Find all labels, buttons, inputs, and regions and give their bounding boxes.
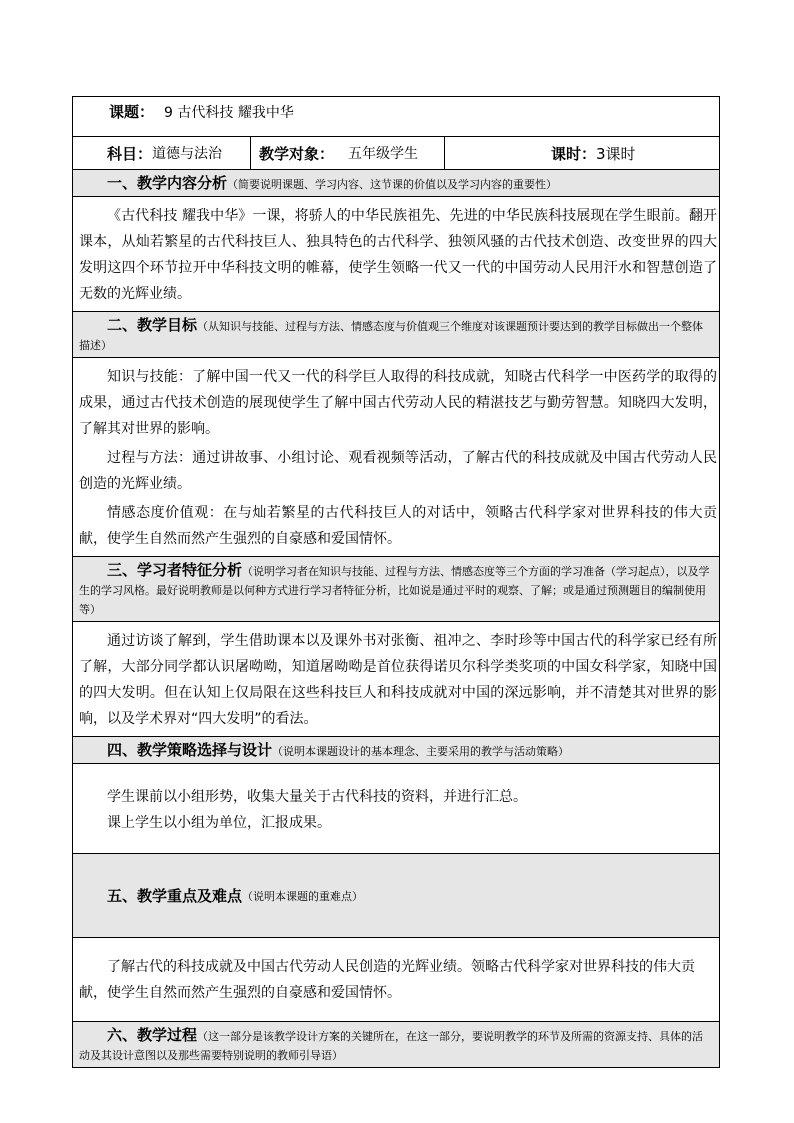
learners-header: [73, 557, 719, 622]
paragraph: 学生课前以小组形势，收集大量关于古代科技的资料，并进行汇总。: [107, 789, 527, 805]
key-points-body: [73, 938, 719, 1022]
hours-value: 3课时: [596, 144, 636, 163]
audience-value: 五年级学生: [348, 146, 419, 162]
section-note: （说明本课题的重难点）: [242, 889, 364, 903]
lesson-plan-table: [72, 96, 720, 1068]
title-row: [73, 97, 719, 137]
section-note: （简要说明课题、学习内容、这节课的价值以及学习内容的重要性）: [227, 178, 558, 191]
strategy-body: [73, 764, 719, 854]
paragraph: 《古代科技 耀我中华》一课，将骄人的中华民族祖先、先进的中华民族科技展现在学生眼前。翻开课本，从灿若繁星的古代科技巨人、独具特色的古代科学、独领风骚的古代技术创造、改变世界的四大发明这四个环节拉开中华科技文明的帷幕，使学生领略一代又一代的中国劳动人民用汗水和智慧创造了无数的光辉业绩。: [79, 208, 717, 302]
paragraph: 了解古代的科技成就及中国古代劳动人民创造的光辉业绩。领略古代科学家对世界科技的伟大贡献，使学生自然而然产生强烈的自豪感和爱国情怀。: [79, 959, 695, 1001]
content-analysis-body: [73, 197, 719, 312]
title-value: 9 古代科技 耀我中华: [164, 105, 294, 121]
subject-cell: [73, 137, 250, 169]
paragraph: 情感态度价值观：在与灿若繁星的古代科技巨人的对话中，领略古代科学家对世界科技的伟大贡献，使学生自然而然产生强烈的自豪感和爱国情怀。: [79, 505, 717, 547]
paragraph: 知识与技能：了解中国一代又一代的科学巨人取得的科技成就，知晓古代科学一中医药学的取得的成果，通过古代技术创造的展现使学生了解中国古代劳动人民的精湛技艺与勤劳智慧。知晓四大发明，了解其对世界的影响。: [79, 369, 717, 437]
section-heading: 二、教学目标: [107, 316, 198, 334]
section-note: （说明学习者在知识与技能、过程与方法、情感态度等三个方面的学习准备（学习起点），以及学生的学习风格。最好说明教师是以何种方式进行学习者特征分析，比如说是通过平时的观察、了解；或是通过预测题目的编制使用等）: [79, 565, 710, 616]
subject-label: 科目：: [107, 144, 153, 163]
learners-body: [73, 622, 719, 737]
key-points-header: [73, 854, 719, 938]
section-heading: 四、教学策略选择与设计: [107, 741, 273, 759]
section-note: （这一部分是该教学设计方案的关键所在，在这一部分，要说明教学的环节及所需的资源支持、具体的活动及其设计意图以及那些需要特别说明的教师引导语）: [79, 1030, 704, 1062]
hours-cell: [444, 137, 719, 169]
subject-value: 道德与法治: [152, 146, 223, 162]
section-heading: 一、教学内容分析: [107, 174, 228, 192]
meta-row: [73, 137, 719, 170]
strategy-header: [73, 737, 719, 764]
section-heading: 三、学习者特征分析: [107, 561, 243, 579]
section-heading: 六、教学过程: [107, 1026, 198, 1044]
title-label: 课题：: [109, 103, 155, 121]
content-analysis-header: [73, 170, 719, 197]
section-note: （从知识与技能、过程与方法、情感态度与价值观三个维度对该课题预计要达到的教学目标做出一个整体描述）: [79, 320, 704, 352]
paragraph: 课上学生以小组为单位，汇报成果。: [107, 815, 331, 831]
section-heading: 五、教学重点及难点: [107, 887, 243, 905]
paragraph: 过程与方法：通过讲故事、小组讨论、观看视频等活动，了解古代的科技成就及中国古代劳动人民创造的光辉业绩。: [79, 450, 717, 492]
audience-cell: [250, 137, 444, 169]
goals-body: [73, 358, 719, 557]
audience-label: 教学对象：: [259, 144, 335, 163]
section-note: （说明本课题设计的基本理念、主要采用的教学与活动策略）: [272, 745, 570, 758]
goals-header: [73, 312, 719, 358]
paragraph: 通过访谈了解到，学生借助课本以及课外书对张衡、祖冲之、李时珍等中国古代的科学家已经有所了解，大部分同学都认识屠呦呦，知道屠呦呦是首位获得诺贝尔科学类奖项的中国女科学家，知晓中国的四大发明。但在认知上仅局限在这些科技巨人和科技成就对中国的深远影响，并不清楚其对世界的影响，以及学术界对“四大发明”的看法。: [79, 633, 717, 727]
process-header: [73, 1022, 719, 1067]
hours-label: 课时：: [551, 144, 597, 163]
